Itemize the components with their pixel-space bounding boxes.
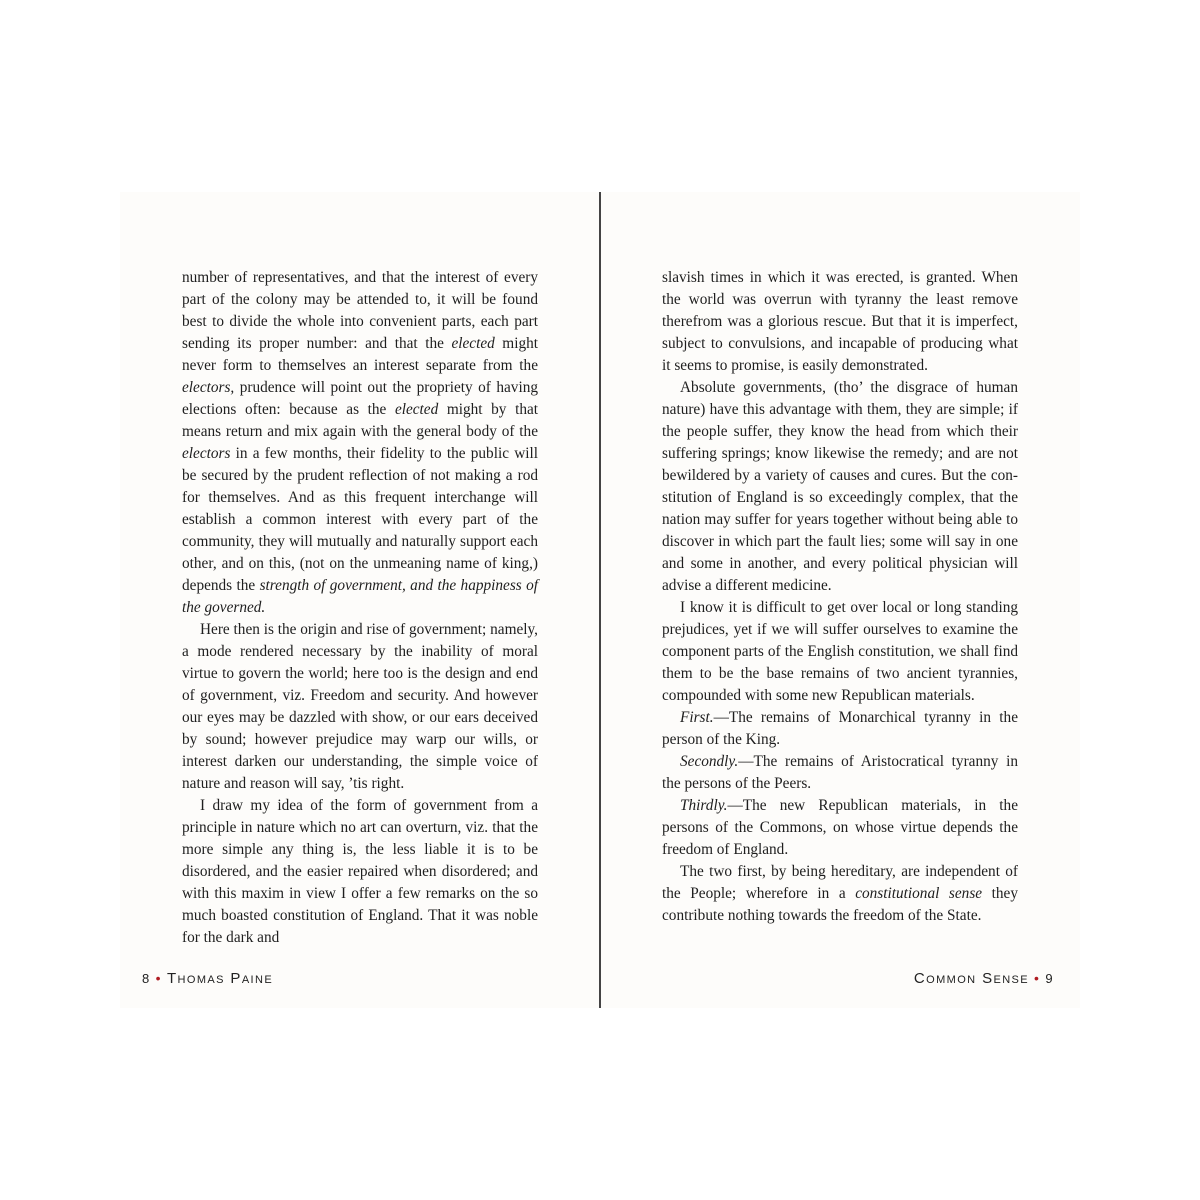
- left-page-number: 8: [142, 971, 151, 986]
- italic-text: electors: [182, 445, 231, 462]
- paragraph: [182, 267, 538, 619]
- italic-text: Secondly.: [680, 753, 739, 770]
- text-run: I know it is difficult to get over local or long standing prejudices, yet if we will suffer ourselves to examine the component parts of the English constitution, we shall find them to be the base remains of two ancient tyrannies, compounded with some new Republican materials.: [662, 599, 1018, 704]
- text-run: —The remains of Aristocratical tyranny in the persons of the Peers.: [662, 753, 1018, 792]
- italic-text: elected: [394, 401, 439, 418]
- text-run: might by that means return and mix again with the general body of the: [182, 401, 539, 440]
- paragraph: [662, 795, 1018, 861]
- italic-text: Thirdly.: [680, 797, 728, 814]
- italic-text: elected: [451, 335, 495, 352]
- text-run: prudence will point out the propriety of having elections often: because as the: [182, 379, 538, 418]
- italic-text: First.: [680, 709, 714, 726]
- text-run: they contribute nothing towards the freedom of the State.: [662, 885, 1018, 924]
- text-run: I draw my idea of the form of government from a principle in nature which no art can overturn, viz. that the more simple any thing is, the less liable it is to be disordered, and the easier repaired when disordered; and with this maxim in view I offer a few remarks on the so much boasted constitution of England. That it was noble for the dark and: [182, 797, 538, 946]
- paragraph: [662, 597, 1018, 707]
- text-run: —The remains of Monarchical tyranny in the person of the King.: [662, 709, 1018, 748]
- text-run: might never form to themselves an interest separate from the: [182, 335, 539, 374]
- italic-text: constitutional sense: [855, 885, 983, 902]
- paragraph: [662, 861, 1018, 927]
- right-page-number: 9: [1045, 971, 1054, 986]
- text-run: —The new Republican materials, in the persons of the Commons, on whose virtue depends the freedom of England.: [662, 797, 1018, 858]
- right-page-body: [662, 267, 1018, 927]
- left-folio-bullet: •: [155, 970, 162, 986]
- text-run: Here then is the origin and rise of government; namely, a mode rendered necessary by the inability of moral virtue to govern the world; here too is the design and end of government, viz. Freedom and security. And however our eyes may be dazzled with show, or our ears deceived by sound; however prejudice may warp our wills, or interest darken our understanding, the simple voice of nature and reason will say, ’tis right.: [182, 621, 538, 792]
- paragraph: [662, 267, 1018, 377]
- right-folio-bullet: •: [1034, 970, 1041, 986]
- left-folio: [142, 970, 273, 987]
- paragraph: [182, 795, 538, 949]
- right-running-head: Common Sense: [913, 970, 1030, 987]
- text-run: in a few months, their fidelity to the public will be secured by the prudent reflection of not making a rod for themselves. And as this frequent interchange will establish a common interest with every part of the community, they will mutually and naturally support each other, and on this, (not on the unmeaning name of king,) depends the: [182, 445, 538, 594]
- italic-text: electors,: [182, 379, 235, 396]
- paragraph: [182, 619, 538, 795]
- book-spread: [120, 192, 1080, 1008]
- text-run: Absolute governments, (tho’ the disgrace of human nature) have this advantage with them, they are simple; if the people suffer, they know the head from which their suffering springs; know likewise the remedy; and are not bewildered by a variety of causes and cures. But the con-stitution of England is so exceedingly complex, that the nation may suffer for years together without being able to discover in which part the fault lies; some will say in one and some in another, and every political physician will advise a different medicine.: [662, 379, 1018, 594]
- text-run: The two first, by being hereditary, are independent of the People; wherefore in a: [662, 863, 1018, 902]
- left-running-head: Thomas Paine: [166, 970, 274, 987]
- text-run: number of representatives, and that the interest of every part of the colony may be attended to, it will be found best to divide the whole into convenient parts, each part sending its proper number: and that the: [182, 269, 538, 352]
- paragraph: [662, 751, 1018, 795]
- left-page-body: [182, 267, 538, 949]
- paragraph: [662, 707, 1018, 751]
- paragraph: [662, 377, 1018, 597]
- text-run: slavish times in which it was erected, is granted. When the world was overrun with tyranny the least remove therefrom was a glorious rescue. But that it is imperfect, subject to convulsions, and incapable of producing what it seems to promise, is easily demonstrated.: [662, 269, 1018, 374]
- italic-text: strength of government, and the happiness of the governed.: [182, 577, 538, 616]
- right-folio: [914, 970, 1054, 987]
- page-gutter: [599, 192, 601, 1008]
